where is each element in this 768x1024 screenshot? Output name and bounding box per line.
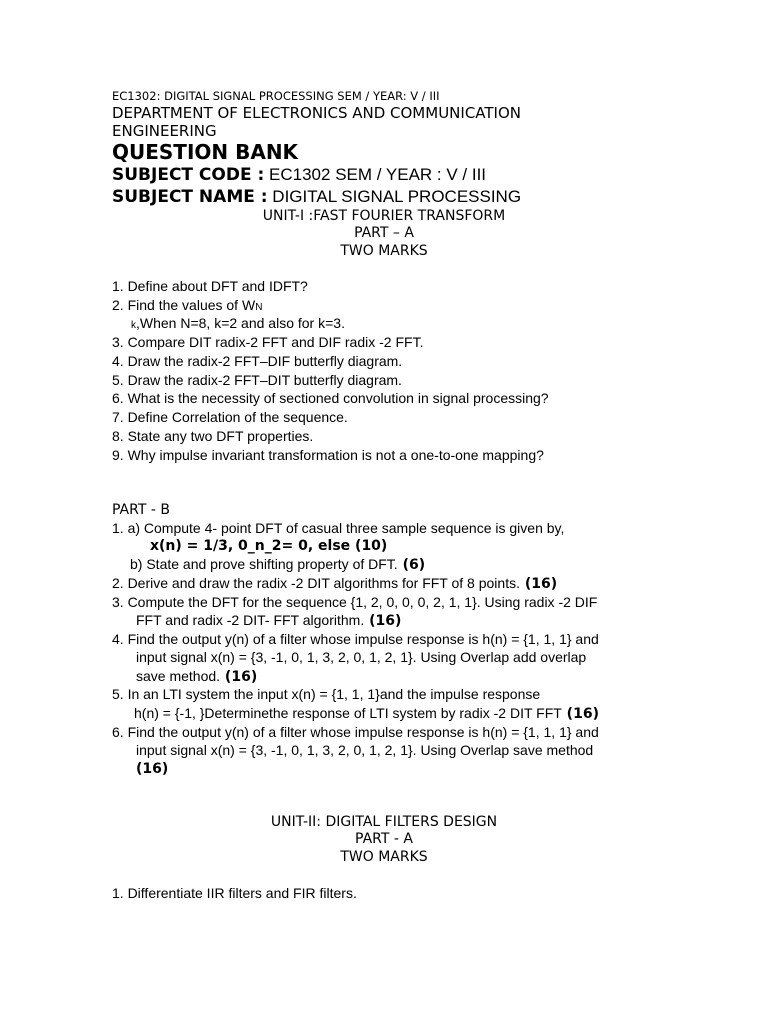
department-line-1: DEPARTMENT OF ELECTRONICS AND COMMUNICATION [112,104,521,122]
part-b-question-2-text: 2. Derive and draw the radix -2 DIT algorithms for FFT of 8 points. [112,575,520,591]
part-b-question-6: 6. Find the output y(n) of a filter whose impulse response is h(n) = {1, 1, 1} and [112,724,599,740]
department-line-2: ENGINEERING [112,122,217,140]
unit1-question-5: 5. Draw the radix-2 FFT–DIT butterfly diagram. [112,372,402,388]
part-b-question-5: 5. In an LTI system the input x(n) = {1, 1, 1}and the impulse response [112,686,541,702]
part-b-question-3-text: FFT and radix -2 DIT- FFT algorithm. [136,612,365,628]
part-b-question-6-marks: (16) [136,761,169,777]
part-b-question-6-line-2: input signal x(n) = {3, -1, 0, 1, 3, 2, 0, 1, 2, 1}. Using Overlap save method [136,742,594,758]
subject-code-line [112,164,486,186]
unit1-title: UNIT-I :FAST FOURIER TRANSFORM [262,208,506,224]
unit1-question-4: 4. Draw the radix-2 FFT–DIF butterfly diagram. [112,353,403,369]
part-b-question-1b [130,555,425,574]
unit2-question-1: 1. Differentiate IIR filters and FIR filters. [112,885,357,901]
part-b-question-3: 3. Compute the DFT for the sequence {1, 2, 0, 0, 0, 2, 1, 1}. Using radix -2 DIF [112,594,598,610]
part-b-question-5-marks: (16) [561,706,599,722]
unit1-question-2-continued [131,314,345,335]
part-b-question-2-marks: (16) [519,576,558,592]
unit1-question-8: 8. State any two DFT properties. [112,428,314,444]
unit1-question-1: 1. Define about DFT and IDFT? [112,278,308,294]
part-b-question-2 [112,574,557,593]
part-b-question-1a: 1. a) Compute 4- point DFT of casual three sample sequence is given by, [112,520,565,536]
unit1-question-9: 9. Why impulse invariant transformation is not a one-to-one mapping? [112,447,544,463]
unit1-question-6: 6. What is the necessity of sectioned convolution in signal processing? [112,390,549,406]
subject-name-label: SUBJECT NAME : [112,187,268,207]
subject-code-value: EC1302 SEM / YEAR : V / III [264,165,487,184]
unit1-part-a: PART – A [354,225,414,241]
part-b-question-4: 4. Find the output y(n) of a filter whose impulse response is h(n) = {1, 1, 1} and [112,631,599,647]
unit1-question-2-rest: ,When N=8, k=2 and also for k=3. [136,315,345,331]
course-header-line: EC1302: DIGITAL SIGNAL PROCESSING SEM / YEAR: V / III [112,89,440,103]
unit1-question-2-subscript-k: k [131,320,136,331]
subject-name-line [112,186,521,208]
unit1-question-3: 3. Compare DIT radix-2 FFT and DIF radix -2 FFT. [112,334,424,350]
unit1-two-marks: TWO MARKS [340,243,428,259]
unit1-question-2-text: 2. Find the values of W [112,297,256,313]
part-b-question-4-marks: (16) [220,669,258,685]
part-b-question-1-formula: x(n) = 1/3, 0_n_2= 0, else (10) [150,538,388,554]
unit2-title: UNIT-II: DIGITAL FILTERS DESIGN [270,814,498,830]
part-b-question-3-marks: (16) [364,613,402,629]
part-b-question-4-line-2: input signal x(n) = {3, -1, 0, 1, 3, 2, 0, 1, 2, 1}. Using Overlap add overlap [136,649,587,665]
part-b-question-4-line-3 [136,667,257,686]
part-b-question-5-continued [134,704,599,723]
part-b-question-3-continued [136,611,401,630]
document-title: QUESTION BANK [112,140,299,164]
part-b-question-5-text: h(n) = {-1, }Determinethe response of LTI system by radix -2 DIT FFT [134,705,562,721]
part-b-question-1b-text: b) State and prove shifting property of DFT. [130,556,398,572]
subject-code-label: SUBJECT CODE : [112,165,265,185]
unit2-two-marks: TWO MARKS [340,849,428,865]
subject-name-value: DIGITAL SIGNAL PROCESSING [267,187,522,206]
unit2-part-a: PART - A [355,831,413,847]
unit1-question-7: 7. Define Correlation of the sequence. [112,409,348,425]
unit1-question-2-subscript-n: N [255,302,263,313]
part-b-question-4-text: save method. [136,668,221,684]
part-b-question-1b-marks: (6) [397,557,426,573]
unit1-part-b: PART - B [112,502,170,518]
